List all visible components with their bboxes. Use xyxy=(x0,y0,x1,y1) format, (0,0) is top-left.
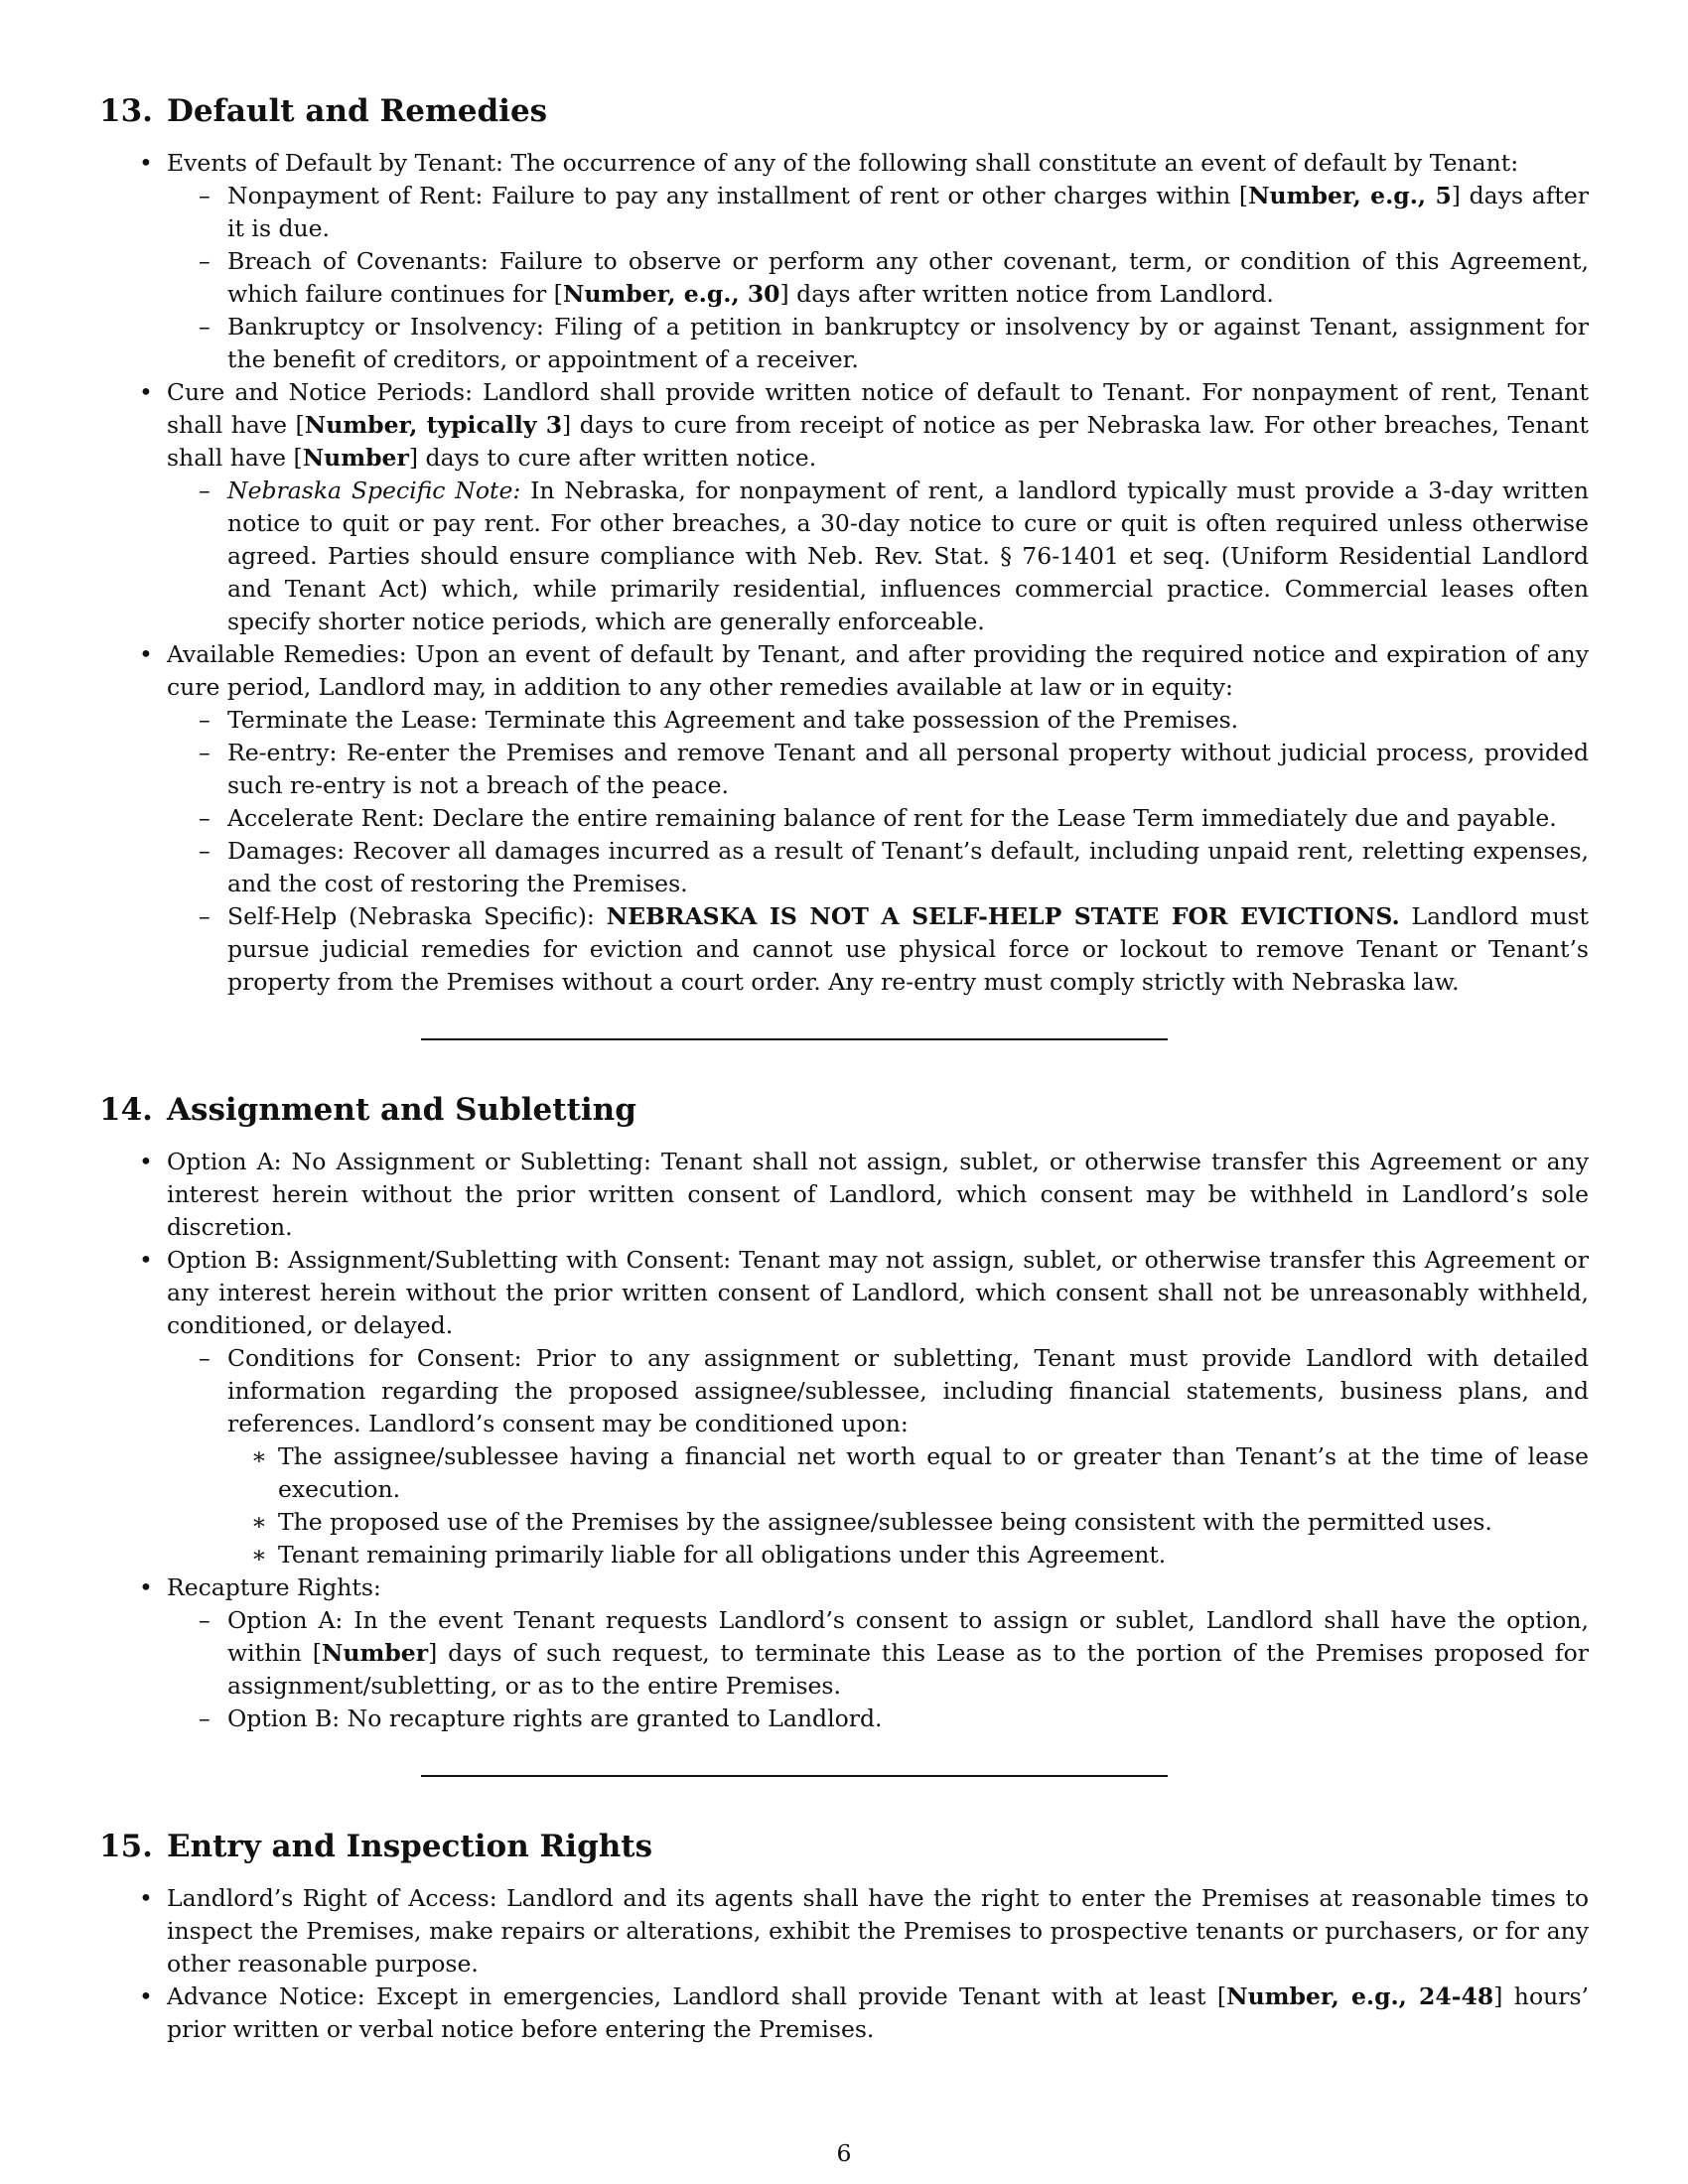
list-item xyxy=(99,1244,1589,1571)
text: ] days after written notice from Landlord. xyxy=(779,280,1274,308)
star-marker: ∗ xyxy=(251,1541,267,1569)
text: Option A: No Assignment or Subletting: Tenant shall not assign, sublet, or otherwise transfer this Agreement or any interest herein without the prior written consent of Landlord, which consent may be withheld in Landlord’s sole discretion. xyxy=(167,1148,1589,1241)
text: The assignee/sublessee having a financial net worth equal to or greater than Tenant’s at the time of lease execution. xyxy=(278,1442,1589,1503)
list-item xyxy=(99,1571,1589,1735)
text: Recapture Rights: xyxy=(167,1573,381,1601)
list-item xyxy=(167,1604,1589,1703)
bullet-marker: • xyxy=(139,1884,153,1912)
text: In Nebraska, for nonpayment of rent, a landlord typically must provide a 3-day written notice to quit or pay rent. For other breaches, a 30-day notice to cure or quit is often required unless otherwise agreed. Parties should ensure compliance with Neb. Rev. Stat. § 76-1401 et seq. (Uniform Residential Landlord and Tenant Act) which, while primarily residential, influences commercial practice. Commercial leases often specify shorter notice periods, which are generally enforceable. xyxy=(227,477,1589,635)
dash-marker: – xyxy=(199,1344,211,1372)
list-item xyxy=(167,802,1589,835)
list-item xyxy=(227,1506,1589,1539)
sublist xyxy=(99,1604,1589,1735)
list-item xyxy=(99,1980,1589,2046)
list-item xyxy=(167,737,1589,802)
list-item xyxy=(99,638,1589,999)
dash-marker: – xyxy=(199,739,211,766)
bullet-marker: • xyxy=(139,378,153,406)
text: Self-Help (Nebraska Specific): xyxy=(227,902,607,930)
bullet-marker: • xyxy=(139,1148,153,1175)
list-item xyxy=(99,1882,1589,1980)
page-content xyxy=(99,91,1589,2046)
section-14-list xyxy=(99,1146,1589,1735)
warning-bold: NEBRASKA IS NOT A SELF-HELP STATE FOR EVICTIONS. xyxy=(606,902,1400,930)
bullet-marker: • xyxy=(139,149,153,177)
list-item xyxy=(167,900,1589,999)
text: Option B: No recapture rights are granted to Landlord. xyxy=(227,1705,883,1732)
text: Option B: Assignment/Subletting with Consent: Tenant may not assign, sublet, or otherwise transfer this Agreement or any interest herein without the prior written consent of Landlord, which consent shall not be unreasonably withheld, conditioned, or delayed. xyxy=(167,1246,1589,1339)
text: Option A: In the event Tenant requests Landlord’s consent to assign or sublet, Landlord shall have the option, within [ xyxy=(227,1606,1589,1667)
placeholder-bold: Number, e.g., 24-48 xyxy=(1226,1982,1494,2010)
text: Landlord must pursue judicial remedies for eviction and cannot use physical force or lockout to remove Tenant or Tenant’s property from the Premises without a court order. Any re-entry must comply strictly with Nebraska law. xyxy=(227,902,1589,996)
section-divider xyxy=(421,1038,1168,1040)
list-item xyxy=(99,376,1589,638)
section-heading-14 xyxy=(99,1090,1589,1130)
placeholder-bold: Number xyxy=(302,444,409,472)
placeholder-bold: Number, typically 3 xyxy=(304,411,563,439)
text: Conditions for Consent: Prior to any assignment or subletting, Tenant must provide Landlord with detailed information regarding the proposed assignee/sublessee, including financial statements, business plans, and references. Landlord’s consent may be conditioned upon: xyxy=(227,1344,1589,1437)
placeholder-bold: Number xyxy=(321,1639,429,1667)
text: ] days to cure after written notice. xyxy=(408,444,817,472)
text: ] days after it is due. xyxy=(227,182,1589,242)
section-number: 15. xyxy=(99,1829,153,1864)
list-item xyxy=(167,180,1589,245)
text: Advance Notice: Except in emergencies, Landlord shall provide Tenant with at least [ xyxy=(167,1982,1227,2010)
section-divider xyxy=(421,1775,1168,1777)
dash-marker: – xyxy=(199,902,211,930)
section-15-list xyxy=(99,1882,1589,2046)
list-item xyxy=(227,1539,1589,1571)
dash-marker: – xyxy=(199,1606,211,1634)
text: Damages: Recover all damages incurred as a result of Tenant’s default, including unpaid rent, reletting expenses, and the cost of restoring the Premises. xyxy=(227,837,1589,897)
list-item xyxy=(99,1146,1589,1244)
dash-marker: – xyxy=(199,477,211,504)
list-item xyxy=(99,147,1589,376)
placeholder-bold: Number, e.g., 5 xyxy=(1248,182,1452,209)
list-item xyxy=(227,1440,1589,1506)
text: Bankruptcy or Insolvency: Filing of a petition in bankruptcy or insolvency by or against Tenant, assignment for the benefit of creditors, or appointment of a receiver. xyxy=(227,313,1589,373)
sublist xyxy=(99,704,1589,999)
dash-marker: – xyxy=(199,1705,211,1732)
bullet-marker: • xyxy=(139,1246,153,1274)
section-title: Assignment and Subletting xyxy=(166,1092,636,1128)
list-item xyxy=(167,475,1589,638)
list-item xyxy=(167,311,1589,376)
text: ] days of such request, to terminate this Lease as to the portion of the Premises proposed for assignment/subletting, or as to the entire Premises. xyxy=(227,1639,1589,1700)
text: Nonpayment of Rent: Failure to pay any installment of rent or other charges within [ xyxy=(227,182,1249,209)
list-item xyxy=(167,1342,1589,1571)
sublist xyxy=(99,475,1589,638)
dash-marker: – xyxy=(199,837,211,865)
page-number: 6 xyxy=(836,2139,852,2167)
text: The proposed use of the Premises by the assignee/sublessee being consistent with the permitted uses. xyxy=(278,1508,1492,1536)
sublist xyxy=(99,1342,1589,1571)
text: Accelerate Rent: Declare the entire remaining balance of rent for the Lease Term immediately due and payable. xyxy=(227,804,1557,832)
events-of-default-text: Events of Default by Tenant: The occurrence of any of the following shall constitute an event of default by Tenant: xyxy=(167,149,1519,177)
text: ] hours’ prior written or verbal notice before entering the Premises. xyxy=(167,1982,1589,2043)
section-number: 14. xyxy=(99,1092,153,1128)
text: Landlord’s Right of Access: Landlord and its agents shall have the right to enter the Premises at reasonable times to inspect the Premises, make repairs or alterations, exhibit the Premises to prospective tenants or purchasers, or for any other reasonable purpose. xyxy=(167,1884,1589,1978)
bullet-marker: • xyxy=(139,640,153,668)
dash-marker: – xyxy=(199,804,211,832)
section-13-list xyxy=(99,147,1589,999)
section-title: Entry and Inspection Rights xyxy=(166,1829,653,1864)
list-item xyxy=(167,1703,1589,1735)
bullet-marker: • xyxy=(139,1573,153,1601)
section-title: Default and Remedies xyxy=(166,93,548,129)
text: Terminate the Lease: Terminate this Agreement and take possession of the Premises. xyxy=(227,706,1239,734)
list-item xyxy=(167,245,1589,311)
section-number: 13. xyxy=(99,93,153,129)
nebraska-note-label: Nebraska Specific Note: xyxy=(227,477,521,504)
dash-marker: – xyxy=(199,247,211,275)
star-marker: ∗ xyxy=(251,1508,267,1536)
section-heading-13 xyxy=(99,91,1589,131)
section-heading-15 xyxy=(99,1827,1589,1866)
dash-marker: – xyxy=(199,313,211,341)
star-marker: ∗ xyxy=(251,1442,267,1470)
dash-marker: – xyxy=(199,182,211,209)
sublist xyxy=(99,180,1589,376)
dash-marker: – xyxy=(199,706,211,734)
bullet-marker: • xyxy=(139,1982,153,2010)
sub-sublist xyxy=(227,1440,1589,1571)
placeholder-bold: Number, e.g., 30 xyxy=(562,280,780,308)
text: Re-entry: Re-enter the Premises and remove Tenant and all personal property without judicial process, provided such re-entry is not a breach of the peace. xyxy=(227,739,1589,799)
text: Tenant remaining primarily liable for all obligations under this Agreement. xyxy=(278,1541,1167,1569)
text: Breach of Covenants: Failure to observe or perform any other covenant, term, or condition of this Agreement, which failure continues for [ xyxy=(227,247,1589,308)
text: Cure and Notice Periods: Landlord shall provide written notice of default to Tenant. For nonpayment of rent, Tenant shall have [ xyxy=(167,378,1589,439)
text: ] days to cure from receipt of notice as per Nebraska law. For other breaches, Tenant shall have [ xyxy=(167,411,1589,472)
list-item xyxy=(167,835,1589,900)
list-item xyxy=(167,704,1589,737)
text: Available Remedies: Upon an event of default by Tenant, and after providing the required notice and expiration of any cure period, Landlord may, in addition to any other remedies available at law or in equity: xyxy=(167,640,1589,701)
